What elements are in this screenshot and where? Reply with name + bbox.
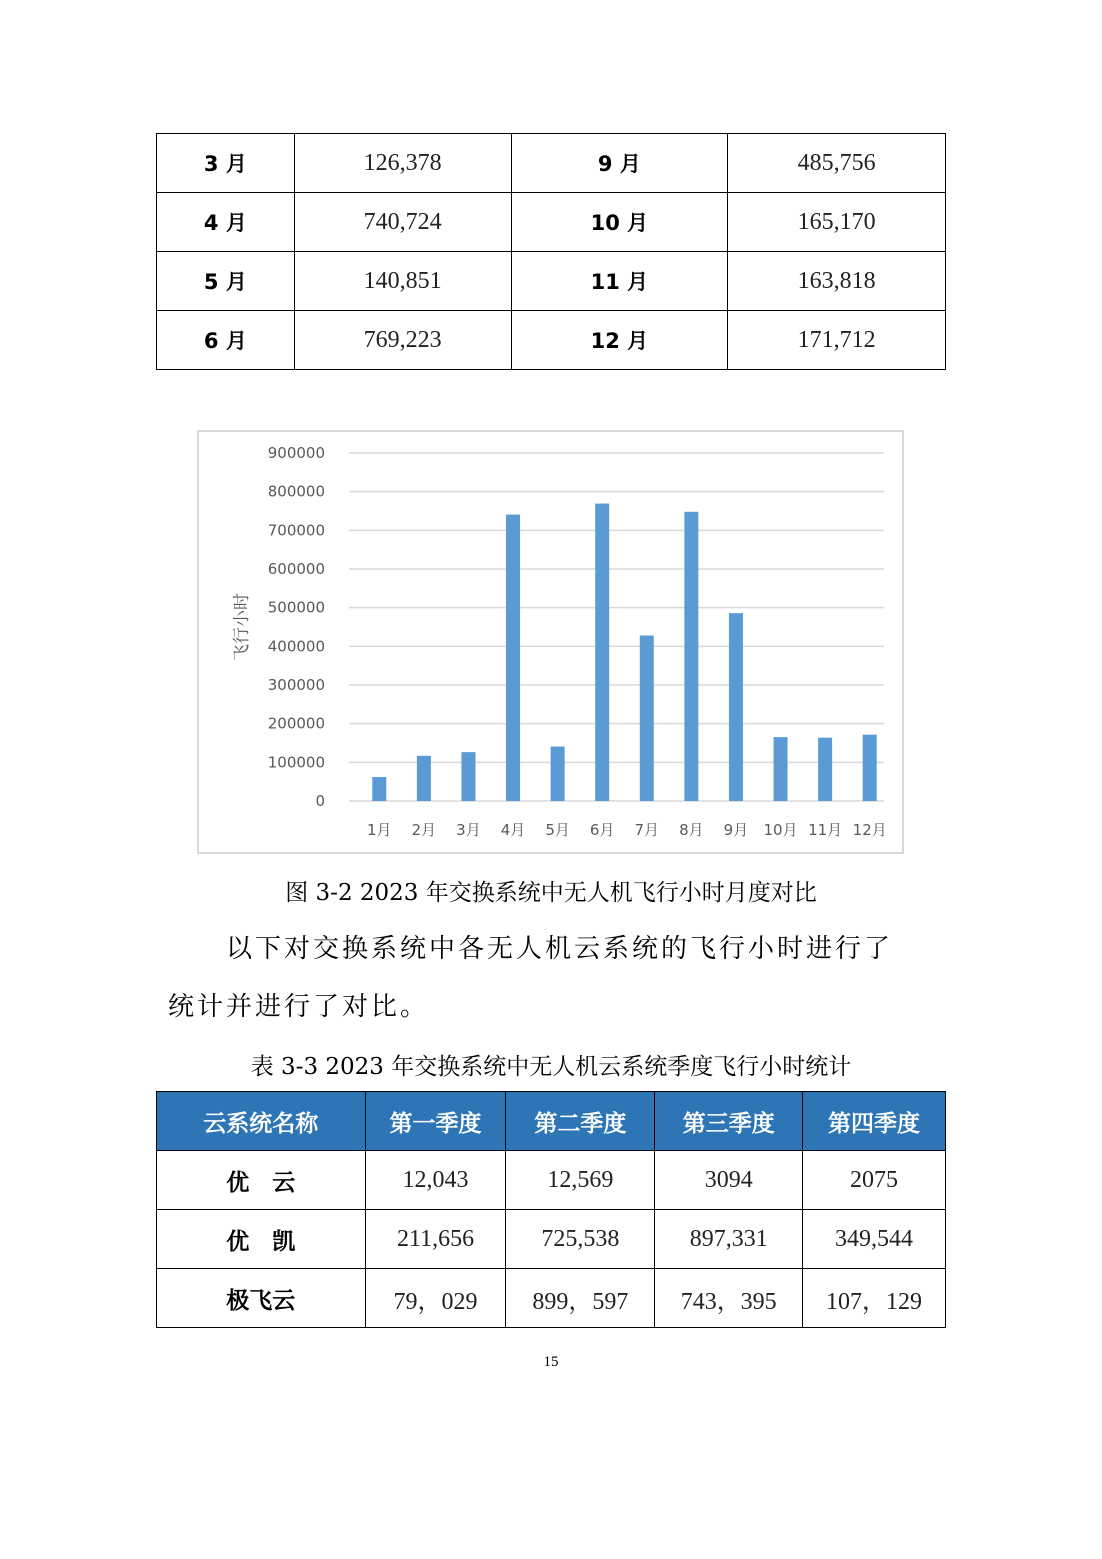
bar (372, 777, 386, 801)
table-cell: 743，395 (655, 1269, 803, 1328)
table-row (157, 311, 946, 370)
x-tick-label: 4月 (500, 821, 526, 839)
y-tick-label: 400000 (267, 637, 325, 656)
cloud-system-name: 极飞云 (157, 1269, 366, 1328)
month-label: 3 月 (157, 134, 295, 193)
month-value: 740,724 (294, 193, 511, 252)
table-header-row (157, 1092, 946, 1151)
cloud-system-name: 优 凯 (157, 1210, 366, 1269)
quarterly-flight-hours-table (156, 1091, 946, 1328)
table-cell: 79，029 (365, 1269, 506, 1328)
month-label: 11 月 (511, 252, 728, 311)
page-number: 15 (543, 1354, 559, 1370)
paragraph-line-1: 以下对交换系统中各无人机云系统的飞行小时进行了 (226, 934, 894, 964)
x-tick-label: 7月 (634, 821, 660, 839)
x-tick-label: 6月 (589, 821, 615, 839)
chart-canvas (199, 432, 906, 856)
column-header: 第三季度 (655, 1092, 803, 1151)
month-value: 485,756 (728, 134, 946, 193)
month-label: 9 月 (511, 134, 728, 193)
table-row (157, 134, 946, 193)
month-label: 6 月 (157, 311, 295, 370)
monthly-bar-chart (197, 430, 904, 854)
table-cell: 3094 (655, 1151, 803, 1210)
bar (684, 512, 698, 801)
bar (506, 515, 520, 801)
bar (818, 738, 832, 801)
bar (729, 613, 743, 801)
bar (417, 756, 431, 801)
month-label: 4 月 (157, 193, 295, 252)
table-cell: 897,331 (655, 1210, 803, 1269)
cloud-system-name: 优 云 (157, 1151, 366, 1210)
column-header: 第二季度 (506, 1092, 655, 1151)
bar (640, 636, 654, 801)
x-tick-label: 1月 (367, 821, 392, 839)
x-tick-label: 11月 (808, 821, 843, 839)
bar (774, 737, 788, 801)
table-cell: 725,538 (506, 1210, 655, 1269)
month-value: 163,818 (728, 252, 946, 311)
x-tick-label: 12月 (852, 821, 887, 839)
x-tick-label: 8月 (679, 821, 704, 839)
bar (551, 747, 565, 801)
x-tick-label: 9月 (723, 821, 749, 839)
month-value: 165,170 (728, 193, 946, 252)
table-row (157, 1151, 946, 1210)
month-label: 12 月 (511, 311, 728, 370)
monthly-flight-hours-table (156, 133, 946, 370)
x-tick-label: 2月 (411, 821, 437, 839)
table-row (157, 193, 946, 252)
x-tick-label: 10月 (763, 821, 798, 839)
bar (863, 735, 877, 801)
y-tick-label: 100000 (267, 753, 325, 772)
y-tick-label: 200000 (267, 714, 325, 733)
table-row (157, 252, 946, 311)
column-header: 第四季度 (803, 1092, 946, 1151)
month-value: 769,223 (294, 311, 511, 370)
table-caption: 表 3-3 2023 年交换系统中无人机云系统季度飞行小时统计 (250, 1054, 852, 1080)
column-header: 第一季度 (365, 1092, 506, 1151)
y-tick-label: 600000 (267, 560, 325, 578)
month-label: 5 月 (157, 252, 295, 311)
table-cell: 2075 (803, 1151, 946, 1210)
y-axis-label: 飞行小时 (232, 593, 252, 661)
month-label: 10 月 (511, 193, 728, 252)
y-tick-label: 500000 (267, 598, 325, 617)
x-tick-label: 5月 (545, 821, 570, 839)
table-cell: 12,569 (506, 1151, 655, 1210)
table-cell: 899，597 (506, 1269, 655, 1328)
table-cell: 107，129 (803, 1269, 946, 1328)
table-row (157, 1210, 946, 1269)
table-row (157, 1269, 946, 1328)
table-cell: 12,043 (365, 1151, 506, 1210)
bar (595, 504, 609, 801)
y-tick-label: 800000 (267, 482, 325, 501)
month-value: 171,712 (728, 311, 946, 370)
bar (461, 752, 475, 801)
month-value: 126,378 (294, 134, 511, 193)
y-tick-label: 700000 (267, 521, 325, 540)
y-tick-label: 300000 (267, 676, 325, 694)
column-header: 云系统名称 (157, 1092, 366, 1151)
month-value: 140,851 (294, 252, 511, 311)
figure-caption: 图 3-2 2023 年交换系统中无人机飞行小时月度对比 (285, 880, 817, 906)
x-tick-label: 3月 (456, 821, 481, 839)
table-cell: 349,544 (803, 1210, 946, 1269)
y-tick-label: 900000 (267, 444, 325, 462)
paragraph-line-2: 统计并进行了对比。 (168, 992, 430, 1022)
y-tick-label: 0 (315, 792, 325, 810)
table-cell: 211,656 (365, 1210, 506, 1269)
